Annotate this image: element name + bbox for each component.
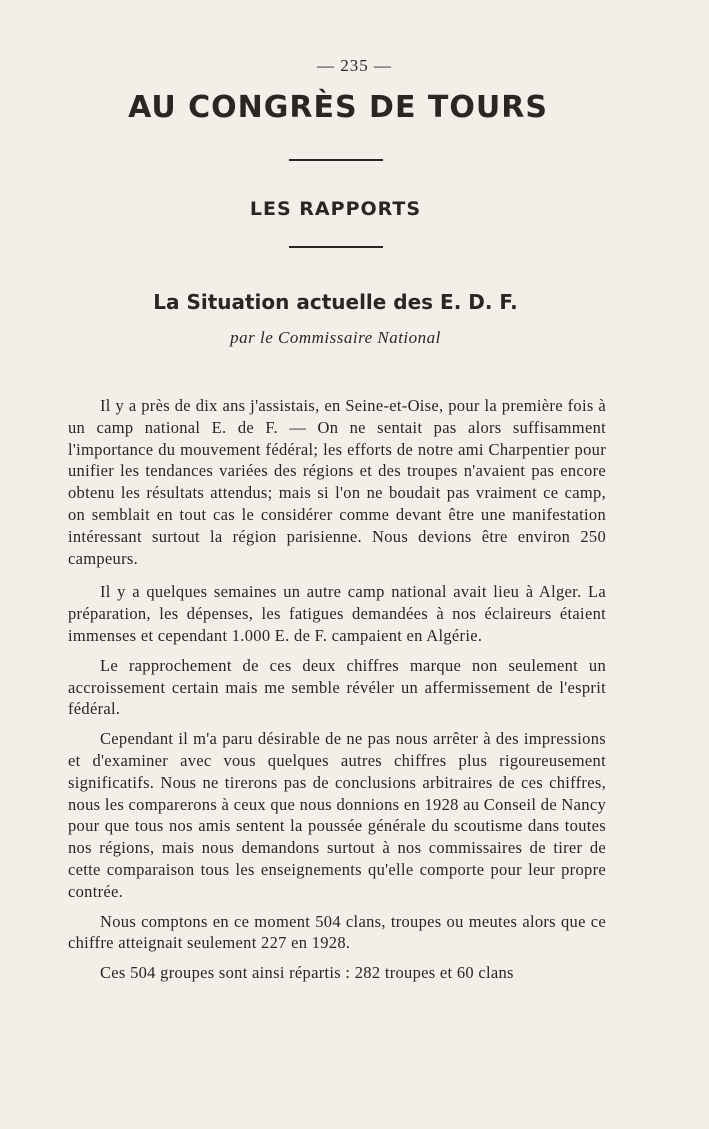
page-title: AU CONGRÈS DE TOURS — [128, 90, 548, 125]
paragraph: Ces 504 groupes sont ainsi répartis : 282 troupes et 60 clans — [100, 963, 514, 983]
page-subtitle: LES RAPPORTS — [249, 198, 422, 220]
paragraph: Le rapprochement de ces deux chiffres marque non seulement un accroissement certain mais me semble révéler un affermissement de l'esprit fédéral. — [68, 655, 606, 719]
divider-rule — [289, 159, 383, 161]
page-number: — 235 — — [317, 56, 392, 75]
paragraph: Il y a près de dix ans j'assistais, en Seine-et-Oise, pour la première fois à un camp national E. de F. — On ne sentait pas alors suffisamment l'importance du mouvement fédéral; les efforts de notre ami Charpentier pour unifier les tendances variées des régions et des troupes n'avaient pas encore obtenu les résultats attendus; mais si l'on ne boudait pas vraiment ce camp, on semblait en tout cas le considérer comme devant être une manifestation intéressant surtout la région parisienne. Nous devions être environ 250 campeurs. — [68, 396, 606, 568]
paragraph: Nous comptons en ce moment 504 clans, troupes ou meutes alors que ce chiffre atteignait seulement 227 en 1928. — [68, 911, 606, 953]
author-line: par le Commissaire National — [230, 328, 441, 347]
article-body — [68, 395, 606, 992]
divider-rule — [289, 246, 383, 248]
paragraph: Il y a quelques semaines un autre camp national avait lieu à Alger. La préparation, les dépenses, les fatigues demandées à nos éclaireurs étaient immenses et cependant 1.000 E. de F. campaient en Algérie. — [68, 582, 606, 645]
paragraph: Cependant il m'a paru désirable de ne pas nous arrêter à des impressions et d'examiner avec vous quelques autres chiffres plus rigoureusement significatifs. Nous ne tirerons pas de conclusions arbitraires de ces chiffres, nous les comparerons à ceux que nous donnions en 1928 au Conseil de Nancy pour que tous nos amis sentent la poussée générale du scoutisme dans toutes nos régions, mais nous demandons surtout à nos commissaires de tirer de cette comparaison tous les enseignements qu'elle comporte pour leur propre contrée. — [68, 729, 606, 901]
section-title: La Situation actuelle des E. D. F. — [153, 290, 518, 314]
